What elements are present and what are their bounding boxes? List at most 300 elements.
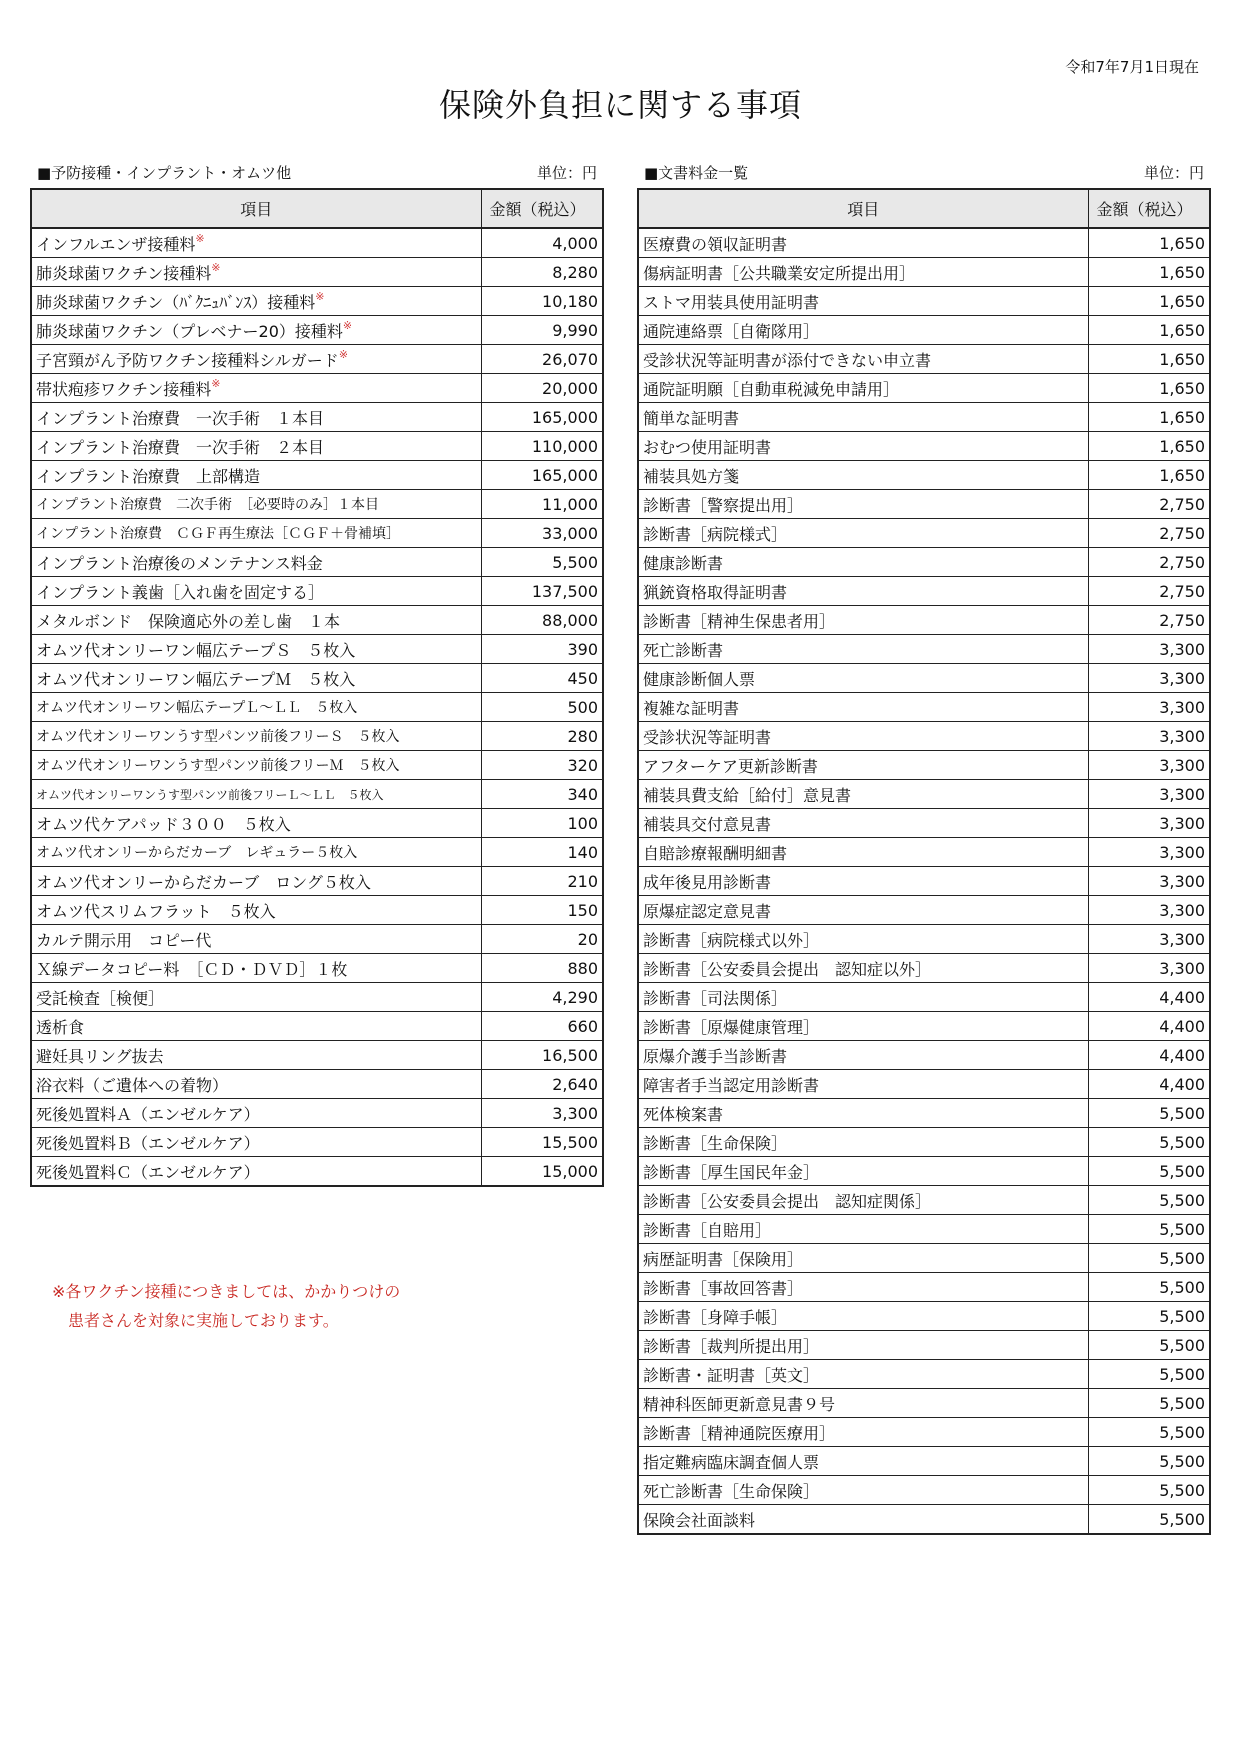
row-item-label: インフルエンザ接種料 [36,234,196,254]
row-item-cell [638,258,1088,287]
table-row [638,432,1210,461]
row-item-cell [31,432,481,461]
table-row [638,316,1210,345]
table-row [31,1128,603,1157]
table-row [638,693,1210,722]
row-item-cell [638,867,1088,896]
page-title: 保険外負担に関する事項 [438,86,802,124]
table-row [638,983,1210,1012]
row-amount: 3,300 [1088,896,1210,925]
table-row [638,838,1210,867]
row-item-cell [31,722,481,751]
row-item-label: インプラント義歯［入れ歯を固定する］ [36,582,325,602]
row-item-label: 通院証明願［自動車税減免申請用］ [643,379,900,399]
row-amount: 150 [481,896,603,925]
row-amount: 20 [481,925,603,954]
row-amount: 280 [481,722,603,751]
row-item-label: 死亡診断書［生命保険］ [643,1481,820,1501]
table-row [638,1360,1210,1389]
table-row [31,1012,603,1041]
table-row [638,548,1210,577]
row-item-cell [31,635,481,664]
row-item-cell [638,925,1088,954]
vaccination-note [52,1277,492,1335]
row-amount: 2,750 [1088,606,1210,635]
row-item-label: メタルボンド 保険適応外の差し歯 １本 [36,611,341,631]
row-amount: 1,650 [1088,432,1210,461]
table-row [638,1418,1210,1447]
row-item-cell [31,548,481,577]
row-amount: 5,500 [1088,1505,1210,1535]
row-item-cell [638,345,1088,374]
row-amount: 165,000 [481,461,603,490]
row-amount: 3,300 [1088,693,1210,722]
table-row [31,1070,603,1099]
row-amount: 2,750 [1088,548,1210,577]
column-header-item: 項目 [31,189,481,228]
row-item-cell [638,519,1088,548]
row-item-label: 診断書［司法関係］ [643,988,788,1008]
table-row [31,925,603,954]
row-item-label: 浴衣料（ご遺体への着物） [36,1075,229,1095]
row-amount: 5,500 [1088,1418,1210,1447]
row-amount: 26,070 [481,345,603,374]
column-header-amount: 金額（税込） [481,189,603,228]
table-row [638,780,1210,809]
row-item-label: 肺炎球菌ワクチン接種料 [36,263,212,283]
row-item-cell [31,345,481,374]
row-amount: 165,000 [481,403,603,432]
row-amount: 3,300 [1088,751,1210,780]
row-item-cell [31,809,481,838]
row-item-cell [31,780,481,809]
left-section-unit: 単位：円 [536,164,597,182]
left-section-header [31,162,601,184]
row-item-label: 診断書［原爆健康管理］ [643,1017,820,1037]
row-item-cell [638,1331,1088,1360]
table-row [638,606,1210,635]
left-section-title: ■予防接種・インプラント・オムツ他 [37,164,292,182]
row-amount: 4,290 [481,983,603,1012]
row-amount: 5,500 [1088,1128,1210,1157]
row-item-label: 保険会社面談料 [643,1510,756,1530]
row-item-label: 肺炎球菌ワクチン（プレベナー20）接種料 [36,321,343,341]
table-row [638,1273,1210,1302]
row-amount: 2,750 [1088,490,1210,519]
row-amount: 3,300 [1088,635,1210,664]
row-amount: 5,500 [1088,1476,1210,1505]
row-amount: 3,300 [1088,664,1210,693]
row-item-cell [638,983,1088,1012]
row-item-cell [638,780,1088,809]
row-item-label: 精神科医師更新意見書９号 [643,1394,836,1414]
row-item-label: 原爆介護手当診断書 [643,1046,788,1066]
row-item-cell [31,228,481,258]
note-line-1: ※各ワクチン接種につきましては、かかりつけの [52,1282,401,1301]
row-amount: 16,500 [481,1041,603,1070]
row-amount: 660 [481,1012,603,1041]
row-amount: 880 [481,954,603,983]
row-item-label: 死亡診断書 [643,640,724,660]
row-amount: 1,650 [1088,287,1210,316]
row-item-cell [31,983,481,1012]
row-amount: 2,640 [481,1070,603,1099]
row-item-label: インプラント治療費 二次手術 ［必要時のみ］１本目 [36,497,379,513]
vaccine-note-mark: ※ [195,231,205,245]
row-item-label: 猟銃資格取得証明書 [643,582,788,602]
table-row [31,606,603,635]
row-item-label: 死体検案書 [643,1104,724,1124]
table-row [638,664,1210,693]
row-amount: 8,280 [481,258,603,287]
row-item-label: オムツ代オンリーワン幅広テープＳ ５枚入 [36,640,356,660]
table-row [638,1447,1210,1476]
row-item-label: 原爆症認定意見書 [643,901,772,921]
table-row [638,1302,1210,1331]
row-item-cell [31,751,481,780]
row-item-label: 補装具処方箋 [643,466,740,486]
row-item-cell [31,925,481,954]
row-item-label: ストマ用装具使用証明書 [643,292,820,312]
table-row [638,345,1210,374]
table-row [638,1389,1210,1418]
row-item-cell [31,896,481,925]
table-row [638,1099,1210,1128]
row-item-label: 避妊具リング抜去 [36,1046,164,1066]
row-item-label: 診断書［公安委員会提出 認知症関係］ [643,1191,932,1211]
row-item-label: オムツ代オンリーワンうす型パンツ前後フリーＬ～ＬＬ ５枚入 [36,787,384,802]
row-item-cell [31,1128,481,1157]
row-amount: 5,500 [1088,1244,1210,1273]
row-item-cell [638,1360,1088,1389]
table-row [31,316,603,345]
right-section-title: ■文書料金一覧 [644,164,749,182]
row-item-label: 受診状況等証明書 [643,727,772,747]
row-amount: 5,500 [1088,1273,1210,1302]
row-item-label: 健康診断個人票 [643,669,756,689]
row-item-cell [638,316,1088,345]
row-item-cell [638,1215,1088,1244]
table-row [638,809,1210,838]
row-item-cell [638,1505,1088,1535]
table-row [31,228,603,258]
row-item-cell [638,606,1088,635]
table-row [31,403,603,432]
row-item-label: 死後処置料Ｃ（エンゼルケア） [36,1162,260,1182]
row-item-label: 健康診断書 [643,553,724,573]
row-amount: 2,750 [1088,519,1210,548]
row-item-cell [638,1476,1088,1505]
row-item-cell [638,1128,1088,1157]
table-row [31,954,603,983]
row-item-label: 死後処置料Ｂ（エンゼルケア） [36,1133,260,1153]
table-row [31,838,603,867]
left-table-body [31,228,603,1186]
row-item-label: 通院連絡票［自衛隊用］ [643,321,820,341]
row-item-cell [31,461,481,490]
row-item-label: 医療費の領収証明書 [643,234,788,254]
row-amount: 5,500 [1088,1331,1210,1360]
row-item-label: 病歴証明書［保険用］ [643,1249,804,1269]
row-amount: 4,400 [1088,983,1210,1012]
table-header-row [31,189,603,228]
row-amount: 1,650 [1088,461,1210,490]
table-row [638,925,1210,954]
row-item-label: 指定難病臨床調査個人票 [643,1452,820,1472]
table-row [638,1244,1210,1273]
row-item-label: カルテ開示用 コピー代 [36,930,212,950]
table-row [638,1157,1210,1186]
row-amount: 4,400 [1088,1070,1210,1099]
row-item-cell [638,664,1088,693]
date-note: 令和7年7月1日現在 [1065,58,1199,76]
row-item-cell [638,461,1088,490]
right-section-unit: 単位：円 [1143,164,1204,182]
note-line-2: 患者さんを対象に実施しております。 [68,1311,339,1330]
row-amount: 4,400 [1088,1041,1210,1070]
row-item-cell [31,403,481,432]
table-row [638,490,1210,519]
row-item-label: 診断書［精神生保患者用］ [643,611,836,631]
table-row [31,896,603,925]
row-item-cell [31,577,481,606]
row-item-label: 診断書［厚生国民年金］ [643,1162,820,1182]
row-item-label: 診断書［警察提出用］ [643,495,804,515]
vaccination-implant-diaper-fee-table [30,188,604,1187]
row-item-label: 診断書［精神通院医療用］ [643,1423,836,1443]
row-item-cell [31,490,481,519]
table-row [31,345,603,374]
table-row [638,954,1210,983]
table-row [31,780,603,809]
right-table-body [638,228,1210,1534]
row-amount: 3,300 [481,1099,603,1128]
row-item-label: 診断書［病院様式以外］ [643,930,820,950]
table-row [638,1186,1210,1215]
table-row [638,1128,1210,1157]
row-item-label: 帯状疱疹ワクチン接種料 [36,379,212,399]
row-item-cell [638,1244,1088,1273]
row-item-cell [31,1157,481,1187]
table-row [638,867,1210,896]
row-item-cell [638,693,1088,722]
row-item-label: インプラント治療後のメンテナンス料金 [36,553,323,573]
table-row [31,548,603,577]
row-item-cell [638,228,1088,258]
row-amount: 1,650 [1088,403,1210,432]
row-amount: 5,500 [1088,1302,1210,1331]
row-amount: 3,300 [1088,838,1210,867]
row-amount: 15,000 [481,1157,603,1187]
row-amount: 1,650 [1088,228,1210,258]
row-amount: 140 [481,838,603,867]
row-item-cell [638,1302,1088,1331]
table-row [638,287,1210,316]
row-amount: 5,500 [1088,1360,1210,1389]
row-item-cell [638,432,1088,461]
row-item-cell [638,403,1088,432]
row-amount: 1,650 [1088,316,1210,345]
row-item-label: 障害者手当認定用診断書 [643,1075,820,1095]
row-item-cell [31,867,481,896]
row-item-cell [638,896,1088,925]
table-row [638,1041,1210,1070]
row-amount: 4,400 [1088,1012,1210,1041]
row-item-cell [638,577,1088,606]
table-row [31,1041,603,1070]
row-item-cell [638,1186,1088,1215]
row-amount: 5,500 [1088,1215,1210,1244]
table-row [638,1012,1210,1041]
row-item-cell [638,722,1088,751]
table-row [31,693,603,722]
row-item-label: インプラント治療費 一次手術 １本目 [36,408,325,428]
row-item-label: アフターケア更新診断書 [643,756,818,776]
row-amount: 5,500 [1088,1186,1210,1215]
table-row [638,228,1210,258]
row-amount: 33,000 [481,519,603,548]
table-row [31,1157,603,1187]
row-item-label: Ｘ線データコピー料 ［ＣＤ・ＤＶＤ］１枚 [36,959,348,979]
row-amount: 110,000 [481,432,603,461]
row-item-cell [638,751,1088,780]
table-row [31,490,603,519]
row-item-cell [31,1012,481,1041]
table-row [638,722,1210,751]
row-item-cell [638,374,1088,403]
row-amount: 88,000 [481,606,603,635]
table-row [638,1331,1210,1360]
row-item-label: インプラント治療費 ＣＧＦ再生療法［ＣＧＦ＋骨補填］ [36,526,400,542]
row-item-cell [638,809,1088,838]
row-item-label: オムツ代オンリーからだカーブ レギュラー５枚入 [36,845,358,861]
row-amount: 320 [481,751,603,780]
table-row [638,1505,1210,1535]
row-amount: 5,500 [1088,1447,1210,1476]
row-item-label: 診断書［病院様式］ [643,524,788,544]
row-item-cell [31,1070,481,1099]
row-item-label: 診断書［公安委員会提出 認知症以外］ [643,959,932,979]
row-item-label: 死後処置料Ａ（エンゼルケア） [36,1104,260,1124]
right-section-header [638,162,1208,184]
row-item-label: 診断書［裁判所提出用］ [643,1336,820,1356]
row-item-label: 診断書［身障手帳］ [643,1307,788,1327]
row-item-label: 診断書・証明書［英文］ [643,1365,820,1385]
vaccine-note-mark: ※ [338,347,349,361]
row-item-label: 自賠診療報酬明細書 [643,843,788,863]
table-header-row [638,189,1210,228]
column-header-amount: 金額（税込） [1088,189,1210,228]
table-row [31,983,603,1012]
table-row [31,635,603,664]
row-item-cell [31,954,481,983]
table-row [638,374,1210,403]
table-row [31,519,603,548]
row-amount: 15,500 [481,1128,603,1157]
row-item-cell [31,664,481,693]
row-amount: 210 [481,867,603,896]
row-amount: 137,500 [481,577,603,606]
row-amount: 11,000 [481,490,603,519]
table-row [638,1215,1210,1244]
row-amount: 3,300 [1088,722,1210,751]
row-item-cell [31,1041,481,1070]
table-row [638,896,1210,925]
row-amount: 5,500 [1088,1157,1210,1186]
row-amount: 5,500 [481,548,603,577]
row-item-label: 補装具費支給［給付］意見書 [643,785,852,805]
row-item-cell [31,693,481,722]
row-amount: 100 [481,809,603,838]
row-item-cell [638,635,1088,664]
table-row [31,751,603,780]
row-item-cell [31,287,481,316]
row-amount: 500 [481,693,603,722]
row-amount: 4,000 [481,228,603,258]
table-row [638,1070,1210,1099]
row-item-cell [638,1273,1088,1302]
table-row [31,664,603,693]
row-item-cell [638,1099,1088,1128]
document-fee-table [637,188,1211,1535]
table-row [31,287,603,316]
row-item-label: 複雑な証明書 [643,698,740,718]
row-item-cell [638,838,1088,867]
row-item-cell [31,316,481,345]
table-row [31,809,603,838]
row-amount: 3,300 [1088,809,1210,838]
row-item-label: 成年後見用診断書 [643,872,772,892]
row-item-label: 診断書［事故回答書］ [643,1278,804,1298]
row-item-label: オムツ代オンリーからだカーブ ロング５枚入 [36,872,371,892]
table-row [638,461,1210,490]
row-amount: 3,300 [1088,780,1210,809]
table-row [31,577,603,606]
row-item-cell [31,606,481,635]
vaccine-note-mark: ※ [315,289,325,303]
row-amount: 3,300 [1088,954,1210,983]
row-item-label: オムツ代スリムフラット ５枚入 [36,901,276,921]
row-item-label: おむつ使用証明書 [643,437,772,457]
table-row [31,432,603,461]
row-item-cell [638,1447,1088,1476]
row-item-label: インプラント治療費 一次手術 ２本目 [36,437,325,457]
row-item-cell [31,519,481,548]
row-item-label: オムツ代オンリーワンうす型パンツ前後フリーＭ ５枚入 [36,758,400,774]
row-amount: 10,180 [481,287,603,316]
row-item-cell [638,1418,1088,1447]
row-amount: 9,990 [481,316,603,345]
table-row [638,635,1210,664]
row-item-label: オムツ代オンリーワンうす型パンツ前後フリーＳ ５枚入 [36,729,400,745]
row-amount: 3,300 [1088,925,1210,954]
row-item-cell [638,1070,1088,1099]
row-item-cell [638,287,1088,316]
row-amount: 5,500 [1088,1099,1210,1128]
table-row [638,258,1210,287]
row-item-label: 子宮頸がん予防ワクチン接種料シルガード [36,350,339,370]
row-amount: 1,650 [1088,345,1210,374]
row-item-label: 肺炎球菌ワクチン（ﾊﾞｸﾆｭﾊﾞﾝｽ）接種料 [36,292,316,312]
row-item-label: 透析食 [36,1017,85,1037]
table-row [31,1099,603,1128]
row-item-cell [638,1012,1088,1041]
row-item-label: インプラント治療費 上部構造 [36,466,261,486]
table-row [31,722,603,751]
table-row [31,867,603,896]
row-amount: 1,650 [1088,374,1210,403]
vaccine-note-mark: ※ [211,376,221,390]
